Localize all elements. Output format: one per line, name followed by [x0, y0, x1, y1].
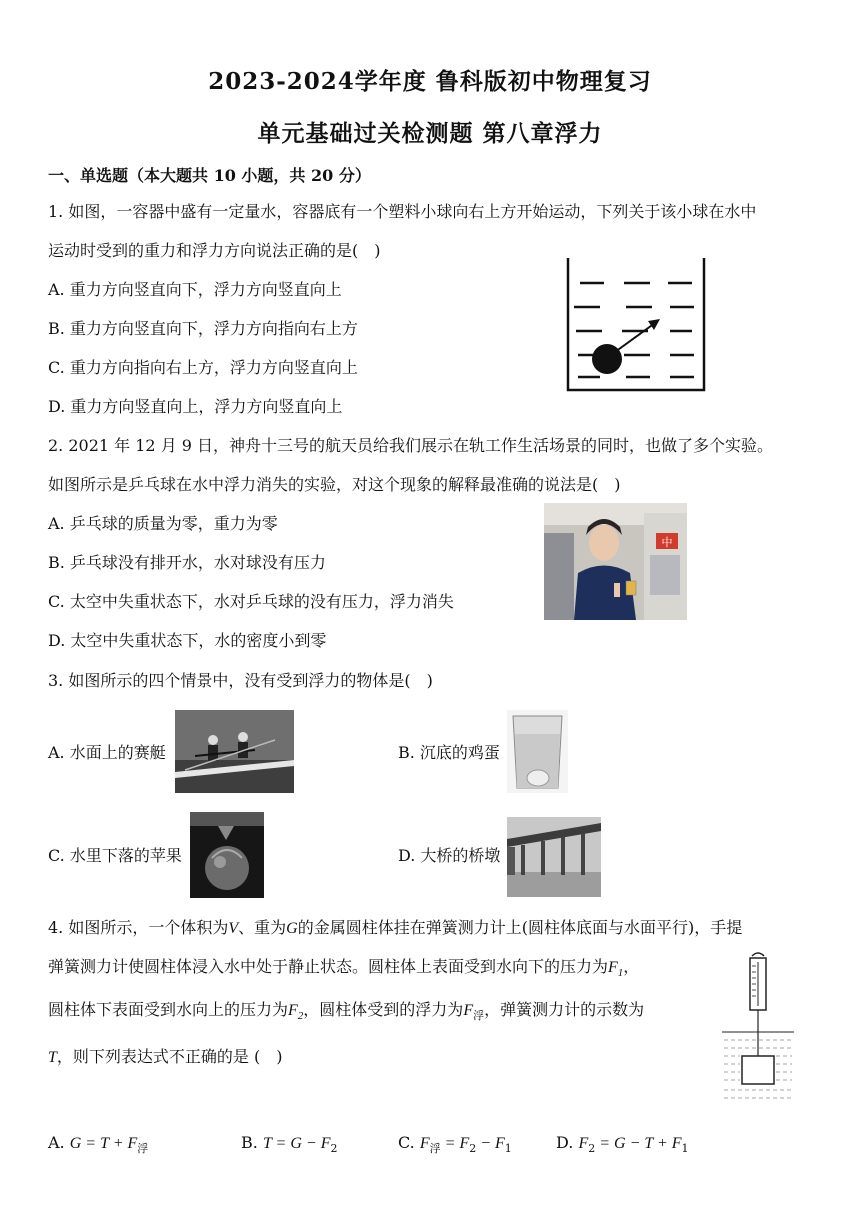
q2-option-d[interactable]: D. 太空中失重状态下，水的密度小到零: [48, 631, 327, 650]
q1-option-a[interactable]: A. 重力方向竖直向下，浮力方向竖直向上: [48, 280, 342, 299]
q4-text: 的金属圆柱体挂在弹簧测力计上(圆柱体底面与水面平行)，手提: [297, 918, 743, 937]
q2-stem-line1: 2. 2021 年 12 月 9 日，神舟十三号的航天员给我们展示在轨工作生活场景的同时，也做了多个实验。: [48, 436, 774, 455]
q3-option-b[interactable]: B. 沉底的鸡蛋: [398, 743, 500, 762]
q4-option-d[interactable]: D. $F_2 = G - T + F_1$: [556, 1133, 689, 1156]
q4-text: 4. 如图所示，一个体积为: [48, 918, 229, 937]
q4-text: ，: [623, 957, 640, 976]
sinking-egg-photo: [507, 710, 568, 793]
q2-option-a[interactable]: A. 乒乓球的质量为零，重力为零: [48, 514, 278, 533]
q2-stem-line2: 如图所示是乒乓球在水中浮力消失的实验，对这个现象的解释最准确的说法是( ): [48, 475, 621, 494]
q4-stem-line1: [48, 918, 742, 939]
astronaut-photo: [544, 503, 687, 620]
q4-text: 圆柱体下表面受到水向上的压力为: [48, 1000, 289, 1019]
q4-weight-symbol: G: [286, 920, 298, 937]
q4-text: ，则下列表达式不正确的是 ( ): [56, 1047, 283, 1066]
q4-option-b[interactable]: B. $T = G - F_2$: [241, 1133, 338, 1156]
section-heading: 一、单选题（本大题共 10 小题，共 20 分）: [48, 166, 371, 185]
q1-stem-line1: 1. 如图，一容器中盛有一定量水，容器底有一个塑料小球向右上方开始运动，下列关于该小球在水中: [48, 202, 757, 221]
q4-tension-symbol: T: [48, 1049, 57, 1066]
spring-scale-figure: [718, 950, 798, 1102]
metal-cylinder: [742, 1056, 774, 1084]
q4-stem-line2: [48, 957, 639, 983]
page-subtitle: 单元基础过关检测题 第八章浮力: [257, 120, 603, 147]
q1-option-b[interactable]: B. 重力方向竖直向下，浮力方向指向右上方: [48, 319, 358, 338]
q4-buoyancy-symbol: $F_浮$: [463, 1002, 485, 1023]
q4-text: ，弹簧测力计的示数为: [484, 1000, 645, 1019]
flag-label: 中: [661, 536, 673, 549]
q3-stem: 3. 如图所示的四个情景中，没有受到浮力的物体是( ): [48, 671, 433, 690]
q4-stem-line4: [48, 1047, 282, 1068]
q4-stem-line3: [48, 1000, 644, 1026]
q2-option-c[interactable]: C. 太空中失重状态下，水对乒乓球的没有压力，浮力消失: [48, 592, 454, 611]
q1-option-d[interactable]: D. 重力方向竖直向上，浮力方向竖直向上: [48, 397, 343, 416]
q4-text: ，圆柱体受到的浮力为: [303, 1000, 464, 1019]
q4-option-a[interactable]: A. $G = T + F_浮$: [48, 1133, 149, 1156]
q4-text: 、重为: [238, 918, 287, 937]
q3-option-d[interactable]: D. 大桥的桥墩: [398, 846, 501, 865]
q4-text: 弹簧测力计使圆柱体浸入水中处于静止状态。圆柱体上表面受到水向下的压力为: [48, 957, 609, 976]
bridge-pier-photo: [507, 817, 601, 897]
page-title: 2023-2024学年度 鲁科版初中物理复习: [208, 68, 652, 95]
falling-apple-photo: [190, 812, 264, 898]
q2-option-b[interactable]: B. 乒乓球没有排开水，水对球没有压力: [48, 553, 326, 572]
plastic-ball: [592, 344, 622, 374]
q1-container-figure: [560, 255, 710, 395]
q3-option-c[interactable]: C. 水里下落的苹果: [48, 846, 182, 865]
q4-f1-symbol: $F_1$: [608, 959, 624, 980]
q4-volume-symbol: V: [228, 920, 239, 937]
rowing-boat-photo: [175, 710, 294, 793]
q3-option-a[interactable]: A. 水面上的赛艇: [48, 743, 166, 762]
q4-f2-symbol: $F_2$: [288, 1002, 304, 1023]
q1-option-c[interactable]: C. 重力方向指向右上方，浮力方向竖直向上: [48, 358, 358, 377]
q1-stem-line2: 运动时受到的重力和浮力方向说法正确的是( ): [48, 241, 381, 260]
q4-option-c[interactable]: C. $F_浮 = F_2 - F_1$: [398, 1133, 512, 1156]
